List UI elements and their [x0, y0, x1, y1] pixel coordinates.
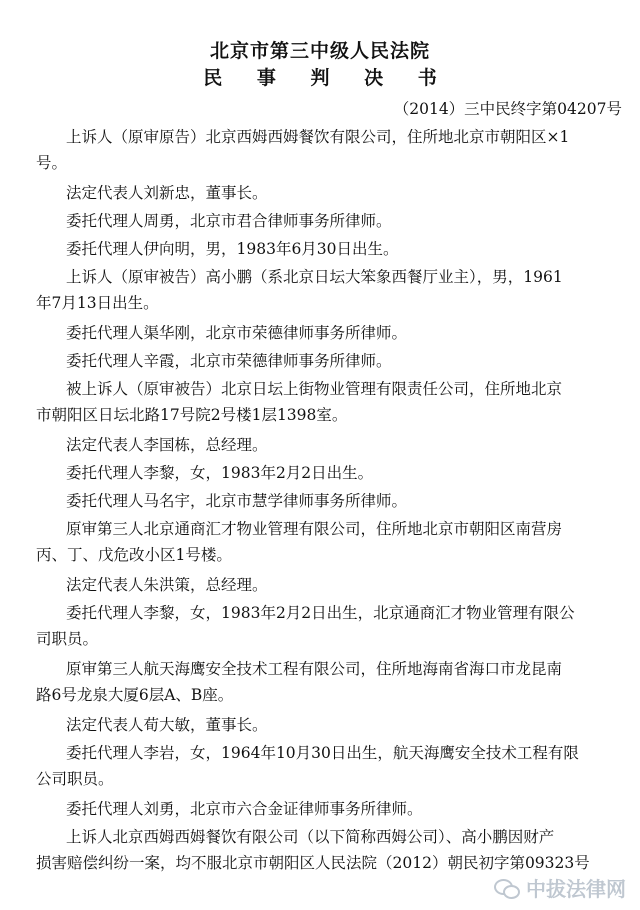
- text-line: 委托代理人李黎，女，1983年2月2日出生。: [66, 464, 374, 482]
- text-line: 原审第三人航天海鹰安全技术工程有限公司，住所地海南省海口市龙昆南: [66, 660, 563, 678]
- text-line: 委托代理人伊向明，男，1983年6月30日出生。: [66, 240, 399, 258]
- text-line: 损害赔偿纠纷一案，均不服北京市朝阳区人民法院（2012）朝民初字第09323号: [36, 854, 590, 872]
- text-line: 法定代表人李国栋，总经理。: [66, 436, 268, 454]
- text-line: 委托代理人刘勇，北京市六合金证律师事务所律师。: [66, 800, 423, 818]
- wechat-icon: [494, 877, 520, 899]
- text-line: 委托代理人李岩，女，1964年10月30日出生，航天海鹰安全技术工程有限: [66, 744, 579, 762]
- text-line: 年7月13日出生。: [36, 294, 159, 312]
- text-line: 委托代理人辛霞，北京市荣德律师事务所律师。: [66, 352, 392, 370]
- text-line: 丙、丁、戊危改小区1号楼。: [36, 546, 232, 564]
- text-line: 司职员。: [36, 630, 99, 648]
- text-line: 上诉人（原审原告）北京西姆西姆餐饮有限公司，住所地北京市朝阳区×1: [66, 128, 570, 146]
- text-line: 委托代理人马名宇，北京市慧学律师事务所律师。: [66, 492, 408, 510]
- text-line: 上诉人北京西姆西姆餐饮有限公司（以下简称西姆公司）、高小鹏因财产: [66, 828, 555, 846]
- text-line: 法定代表人朱洪策，总经理。: [66, 576, 268, 594]
- text-line: 委托代理人李黎，女，1983年2月2日出生，北京通商汇才物业管理有限公: [66, 604, 575, 622]
- text-line: 被上诉人（原审被告）北京日坛上街物业管理有限责任公司，住所地北京: [66, 380, 563, 398]
- text-line: 市朝阳区日坛北路17号院2号楼1层1398室。: [36, 406, 348, 424]
- text-line: 公司职员。: [36, 770, 114, 788]
- text-line: 上诉人（原审被告）高小鹏（系北京日坛大笨象西餐厅业主），男，1961: [66, 268, 563, 286]
- court-name: 北京市第三中级人民法院: [209, 40, 430, 62]
- text-line: 路6号龙泉大厦6层A、B座。: [36, 686, 234, 704]
- text-line: 法定代表人刘新忠，董事长。: [66, 184, 268, 202]
- text-line: 号。: [36, 154, 68, 172]
- text-line: 委托代理人渠华刚，北京市荣德律师事务所律师。: [66, 324, 408, 342]
- text-line: 法定代表人荀大敏，董事长。: [66, 716, 268, 734]
- text-line: 原审第三人北京通商汇才物业管理有限公司，住所地北京市朝阳区南营房: [66, 520, 563, 538]
- document-type-title: 民 事 判 决 书: [203, 67, 451, 89]
- watermark: [494, 873, 626, 902]
- watermark-text: 中拔法律网: [526, 877, 626, 901]
- case-number: （2014）三中民终字第04207号: [393, 100, 622, 118]
- text-line: 委托代理人周勇，北京市君合律师事务所律师。: [66, 212, 392, 230]
